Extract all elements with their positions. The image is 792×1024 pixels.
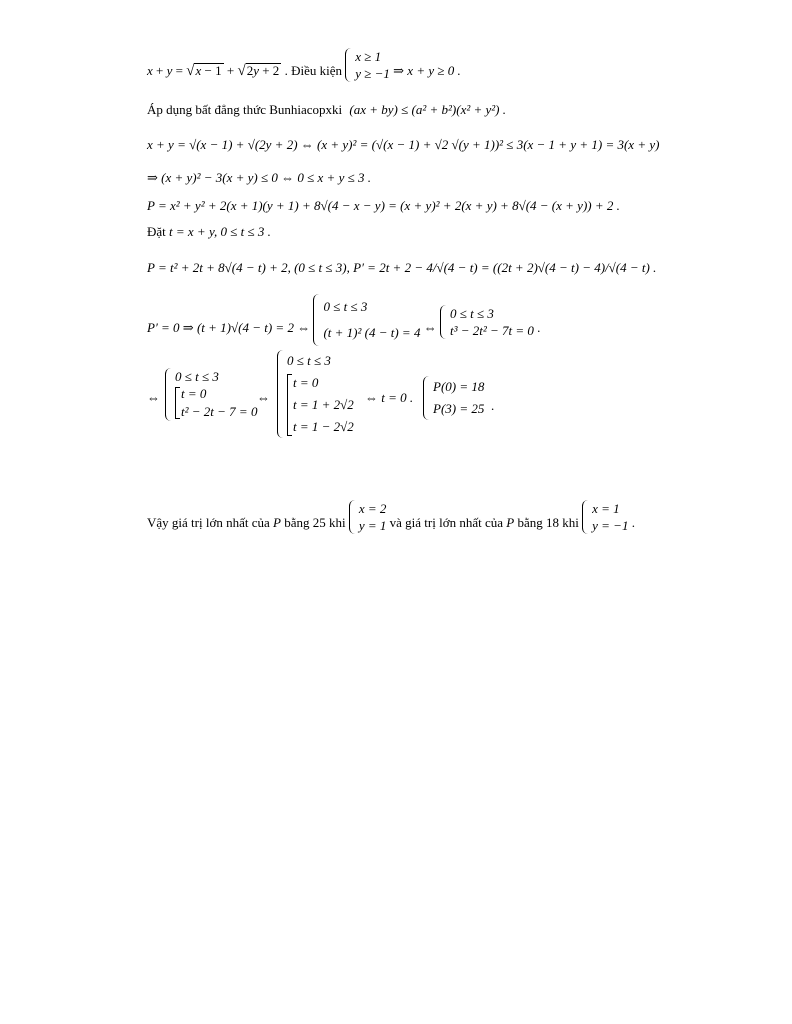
critical-point-line: P′ = 0 ⇒ (t + 1)√(4 − t) = 2 ⇔ 0 ≤ t ≤ 3 (t + 1)² (4 − t) = 4 ⇔ 0 ≤ t ≤ 3 t³ − 2t² − 7t = 0 . xyxy=(147,312,540,346)
root-result: ⇔ t = 0 . xyxy=(365,390,414,405)
critical-system-1: 0 ≤ t ≤ 3 (t + 1)² (4 − t) = 4 xyxy=(313,294,420,346)
roots-system-b: 0 ≤ t ≤ 3 t = 0 t = 1 + 2√2 t = 1 − 2√2 xyxy=(277,350,354,438)
max-condition-1: x = 2 y = 1 xyxy=(349,500,387,534)
condition-system: x ≥ 1 y ≥ −1 xyxy=(345,48,390,82)
bunhiacopxki-formula: (ax + by) ≤ (a² + b²)(x² + y²) . xyxy=(349,102,507,117)
p-values: P(0) = 18 P(3) = 25 xyxy=(423,376,484,420)
max-condition-2: x = 1 y = −1 xyxy=(582,500,628,534)
condition-line: x + y = √x − 1 + √2y + 2 . Điều kiện x ≥ 1 y ≥ −1 ⇒ x + y ≥ 0 . xyxy=(147,49,461,81)
p-expression-line: P = x² + y² + 2(x + 1)(y + 1) + 8√(4 − x − y) = (x + y)² + 2(x + y) + 8√(4 − (x + y)) + 2 . xyxy=(147,198,620,213)
derivative-line: P = t² + 2t + 8√(4 − t) + 2, (0 ≤ t ≤ 3), P′ = 2t + 2 − 4/√(4 − t) = ((2t + 2)√(4 − t) − 4)/√(4 − t) . xyxy=(147,260,657,275)
condition-label: . Điều kiện xyxy=(284,62,342,78)
bunhiacopxki-label: Áp dụng bất đẳng thức Bunhiacopxki xyxy=(147,102,343,117)
range-line: ⇒ (x + y)² − 3(x + y) ≤ 0 ⇔ 0 ≤ x + y ≤ 3 . xyxy=(147,170,371,185)
substitution-formula: t = x + y, 0 ≤ t ≤ 3 . xyxy=(169,224,271,239)
condition-result: ⇒ x + y ≥ 0 . xyxy=(393,62,461,78)
bunhiacopxki-line xyxy=(147,102,506,118)
critical-system-2: 0 ≤ t ≤ 3 t³ − 2t² − 7t = 0 xyxy=(440,305,534,339)
substitution-line xyxy=(147,224,271,240)
substitution-label: Đặt xyxy=(147,224,166,239)
conclusion-line: Vậy giá trị lớn nhất của P bằng 25 khi x = 2 y = 1 và giá trị lớn nhất của P bằng 18 khi x = 1 y = −1 . xyxy=(147,501,635,533)
roots-system-a: 0 ≤ t ≤ 3 t = 0 t² − 2t − 7 = 0 xyxy=(165,368,257,421)
inequality-line: x + y = √(x − 1) + √(2y + 2) ⇔ (x + y)² = (√(x − 1) + √2 √(y + 1))² ≤ 3(x − 1 + y + 1) = 3(x + y) xyxy=(147,137,660,152)
